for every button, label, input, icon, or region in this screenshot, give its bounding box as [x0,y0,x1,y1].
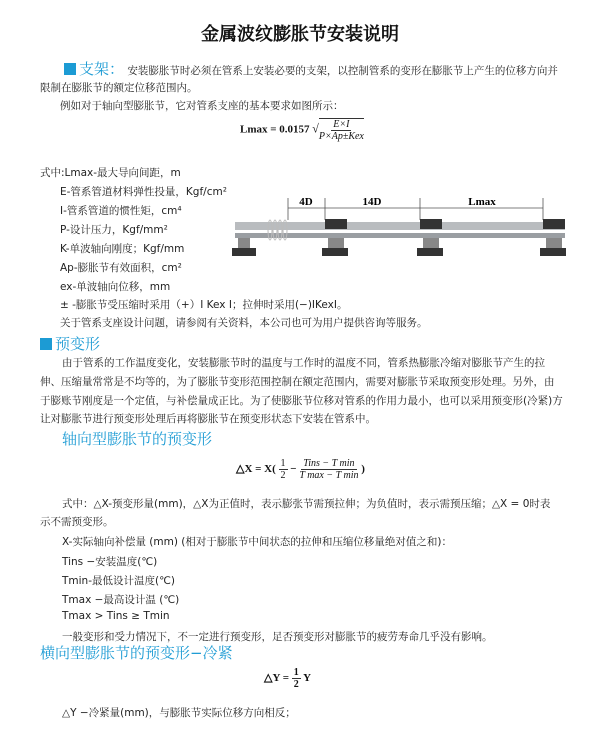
label-14d: 14D [362,196,382,208]
text-line: 伸、压缩量常常是不均等的，为了膨胀节变形范围控制在额定范围内，需要对膨胀节采取预变形处理。另外，由 [40,376,555,388]
denominator: 2 [293,679,299,690]
text-line: 一般变形和受力情况下，不一定进行预变形，足否预变形对膨胀节的疲劳寿命几乎没有影响。 [62,631,493,643]
def-line: 式中:Lmax-最大导向间距，m [40,167,181,179]
def-line: K-单波轴向刚度；Kgf/mm [60,243,185,255]
lmax-formula [240,118,364,142]
text-line: 式中：△X-预变形量(mm)，△X为正值时，表示膨张节需预拉伸；为负值时，表示需预压缩；△X = 0时表 [62,498,551,510]
numerator: Tins − T min [303,458,355,469]
formula-fraction [319,118,364,142]
axial-formula [236,458,365,481]
denominator: T max − T min [299,470,359,481]
heading-text: 支架： [79,60,125,78]
axial-heading: 轴向型膨胀节的预变形 [62,430,213,448]
def-line: ± -膨胀节受压缩时采用（+）I Kex I；拉伸时采用(−)IKexI。 [60,299,348,311]
denominator: 2 [280,470,286,481]
minus-sign: − [290,463,297,476]
half-fraction [279,458,288,481]
sqrt-icon: √ [312,121,319,136]
text-line: 示不需预变形。 [40,516,114,528]
half-fraction [292,667,301,690]
formula-right: Y [300,672,312,685]
numerator: 1 [293,667,299,678]
predeform-heading [40,333,100,354]
text-line: 安装膨胀节时必须在管系上安装必要的支架，以控制管系的变形在膨胀节上产生的位移方向并 [127,65,558,77]
square-bullet-icon [40,338,52,350]
def-line: P-设计压力，Kgf/mm² [60,224,168,236]
formula-left: △X = X( [236,463,276,476]
text-line: △Y −冷紧量(mm)，与膨胀节实际位移方向相反； [62,707,296,719]
text-line: Tmin-最低设计温度(℃) [62,575,175,587]
def-line: ex-单波轴向位移，mm [60,281,171,293]
pipe-lower [235,233,565,238]
def-line: I-管系管道的惯性矩，cm⁴ [60,205,182,217]
label-4d: 4D [299,196,313,208]
text-line: Tins −安装温度(℃) [62,556,158,568]
def-line: 关于管系支座设计问题，请参阅有关资料，本公司也可为用户提供咨询等服务。 [60,317,428,329]
page-title: 金属波纹膨胀节安装说明 [201,24,399,45]
def-line: Ap-膨胀节有效面积，cm² [60,262,182,274]
numerator: E×I [333,119,350,130]
text-line: 由于管系的工作温度变化，安装膨胀节时的温度与工作时的温度不同，管系热膨胀冷缩对膨胀节产生的拉 [62,357,545,369]
text-line: Tmax > Tins ≥ Tmin [62,610,170,622]
square-bullet-icon [64,63,76,75]
text-line: Tmax −最高设计温 (℃) [62,594,180,606]
def-line: E-管系管道材料弹性投量，Kgf/cm² [60,186,227,198]
heading-text: 预变形 [55,335,101,353]
support-diagram [230,190,570,265]
text-line: 于膨账节刚度是一个定值，与补偿量成正比。为了使膨胀节位移对管系的作用力最小，也可以采用预变形(冷紧)方 [40,395,563,407]
text-line: 让对膨胀节进行预变形处理后再将膨胀节在预变形状态下安装在管系中。 [40,413,376,425]
formula-left: Lmax = 0.0157 [240,123,310,136]
formula-close: ) [361,463,365,476]
text-line: 例如对于轴向型膨胀节，它对管系支座的基本要求如图所示： [60,100,344,112]
text-line: 限制在膨胀节的额定位移范围内。 [40,82,198,94]
support-paragraph [64,58,558,79]
denominator: P×Ap±Kex [318,131,364,142]
text-line: X-实际轴向补偿量 (mm) (相对于膨胀节中间状态的拉伸和压缩位移量绝对值之和)： [62,536,452,548]
formula-left: △Y = [264,672,292,685]
label-lmax: Lmax [468,196,496,208]
support-heading [64,60,124,78]
lateral-formula [264,667,311,690]
temp-fraction [299,458,358,481]
numerator: 1 [280,458,286,469]
pipe-upper [235,222,565,230]
lateral-heading: 横向型膨胀节的预变形−冷紧 [40,644,233,662]
